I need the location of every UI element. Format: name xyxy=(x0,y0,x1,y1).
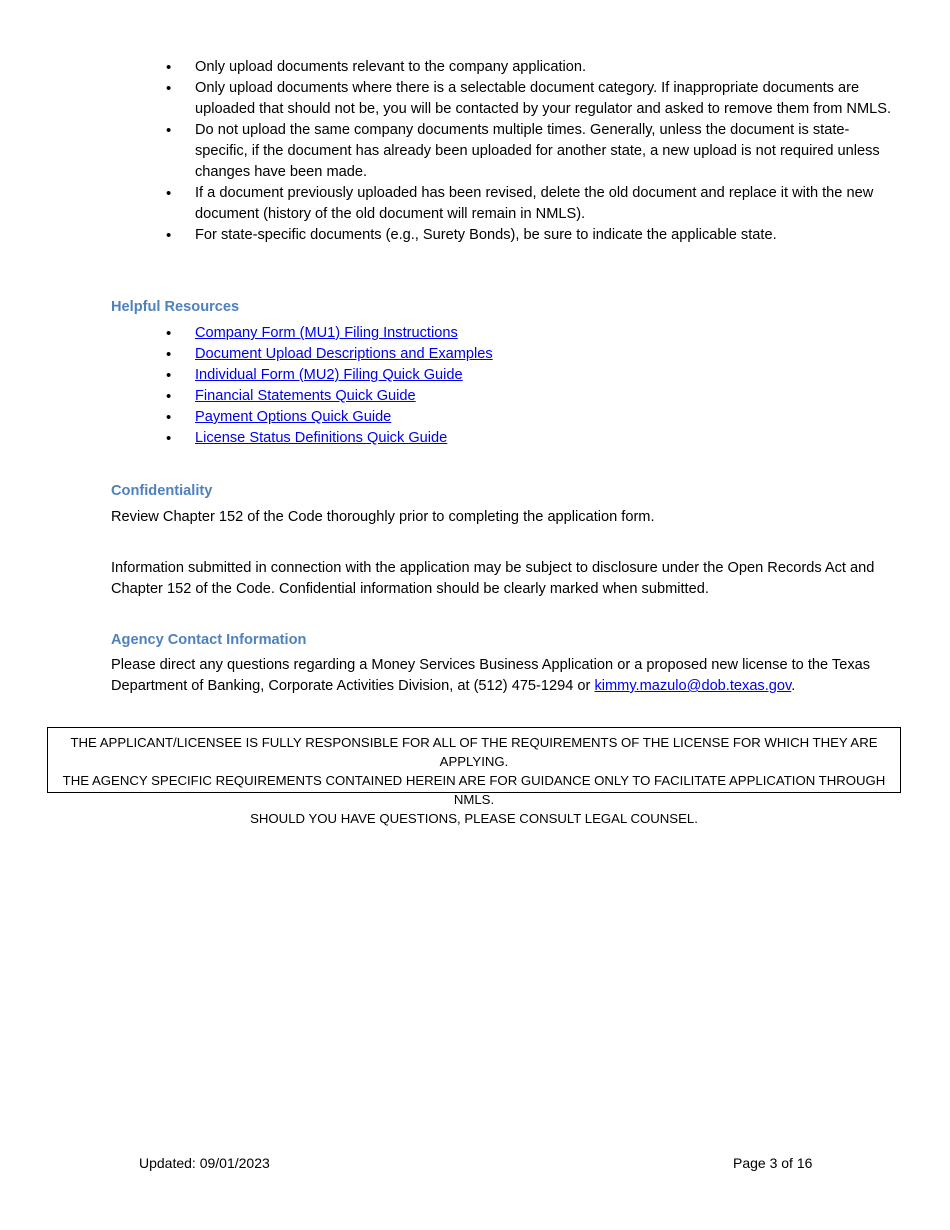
link-financial-statements[interactable]: Financial Statements Quick Guide xyxy=(195,388,416,404)
list-item: • Only upload documents relevant to the company application. xyxy=(166,57,896,78)
list-item xyxy=(166,386,896,407)
list-item xyxy=(166,428,896,449)
footer-updated-date: Updated: 09/01/2023 xyxy=(139,1155,270,1171)
disclaimer-line-2: THE AGENCY SPECIFIC REQUIREMENTS CONTAINED HEREIN ARE FOR GUIDANCE ONLY TO FACILITATE APPLICATION THROUGH NMLS. xyxy=(62,773,886,807)
agency-contact-heading: Agency Contact Information xyxy=(111,632,307,648)
list-item xyxy=(166,323,896,344)
agency-email-link[interactable]: kimmy.mazulo@dob.texas.gov xyxy=(594,678,792,694)
upload-rules-list xyxy=(166,57,896,246)
link-payment-options[interactable]: Payment Options Quick Guide xyxy=(195,409,392,425)
link-company-form-mu1[interactable]: Company Form (MU1) Filing Instructions xyxy=(195,325,458,341)
disclaimer-box xyxy=(47,727,901,826)
list-item xyxy=(166,344,896,365)
list-item xyxy=(166,407,896,428)
link-individual-form-mu2[interactable]: Individual Form (MU2) Filing Quick Guide xyxy=(195,367,463,383)
footer-page-number: Page 3 of 16 xyxy=(733,1155,813,1171)
list-item: • For state-specific documents (e.g., Surety Bonds), be sure to indicate the applicable state. xyxy=(166,225,896,246)
list-item xyxy=(166,365,896,386)
confidentiality-paragraph-1: Review Chapter 152 of the Code thoroughly prior to completing the application form. xyxy=(111,509,655,525)
helpful-resources-list xyxy=(166,323,896,449)
agency-contact-text: Please direct any questions regarding a Money Services Business Application or a proposed new license to the Texas Department of Banking, Corporate Activities Division, at (512) 475-1294 or xyxy=(111,657,871,694)
disclaimer-line-1: THE APPLICANT/LICENSEE IS FULLY RESPONSIBLE FOR ALL OF THE REQUIREMENTS OF THE LICENSE FOR WHICH THEY ARE APPLYING. xyxy=(70,735,878,769)
agency-contact-trailing: . xyxy=(791,678,796,694)
list-item: • If a document previously uploaded has been revised, delete the old document and replace it with the new document (history of the old document will remain in NMLS). xyxy=(166,183,896,225)
disclaimer-line-3: SHOULD YOU HAVE QUESTIONS, PLEASE CONSULT LEGAL COUNSEL. xyxy=(250,811,698,826)
list-item: • Do not upload the same company documents multiple times. Generally, unless the document is state-specific, if the document has already been uploaded for another state, a new upload is not required unless changes have been made. xyxy=(166,120,896,183)
list-item: • Only upload documents where there is a selectable document category. If inappropriate documents are uploaded that should not be, you will be contacted by your regulator and asked to remove them from NMLS. xyxy=(166,78,896,120)
helpful-resources-heading: Helpful Resources xyxy=(111,299,240,315)
link-document-upload-descriptions[interactable]: Document Upload Descriptions and Examples xyxy=(195,346,493,362)
confidentiality-paragraph-2: Information submitted in connection with the application may be subject to disclosure under the Open Records Act and Chapter 152 of the Code. Confidential information should be clearly marked when submitted. xyxy=(111,560,875,597)
link-license-status-definitions[interactable]: License Status Definitions Quick Guide xyxy=(195,430,448,446)
confidentiality-heading: Confidentiality xyxy=(111,483,213,499)
agency-contact-paragraph xyxy=(111,655,901,697)
